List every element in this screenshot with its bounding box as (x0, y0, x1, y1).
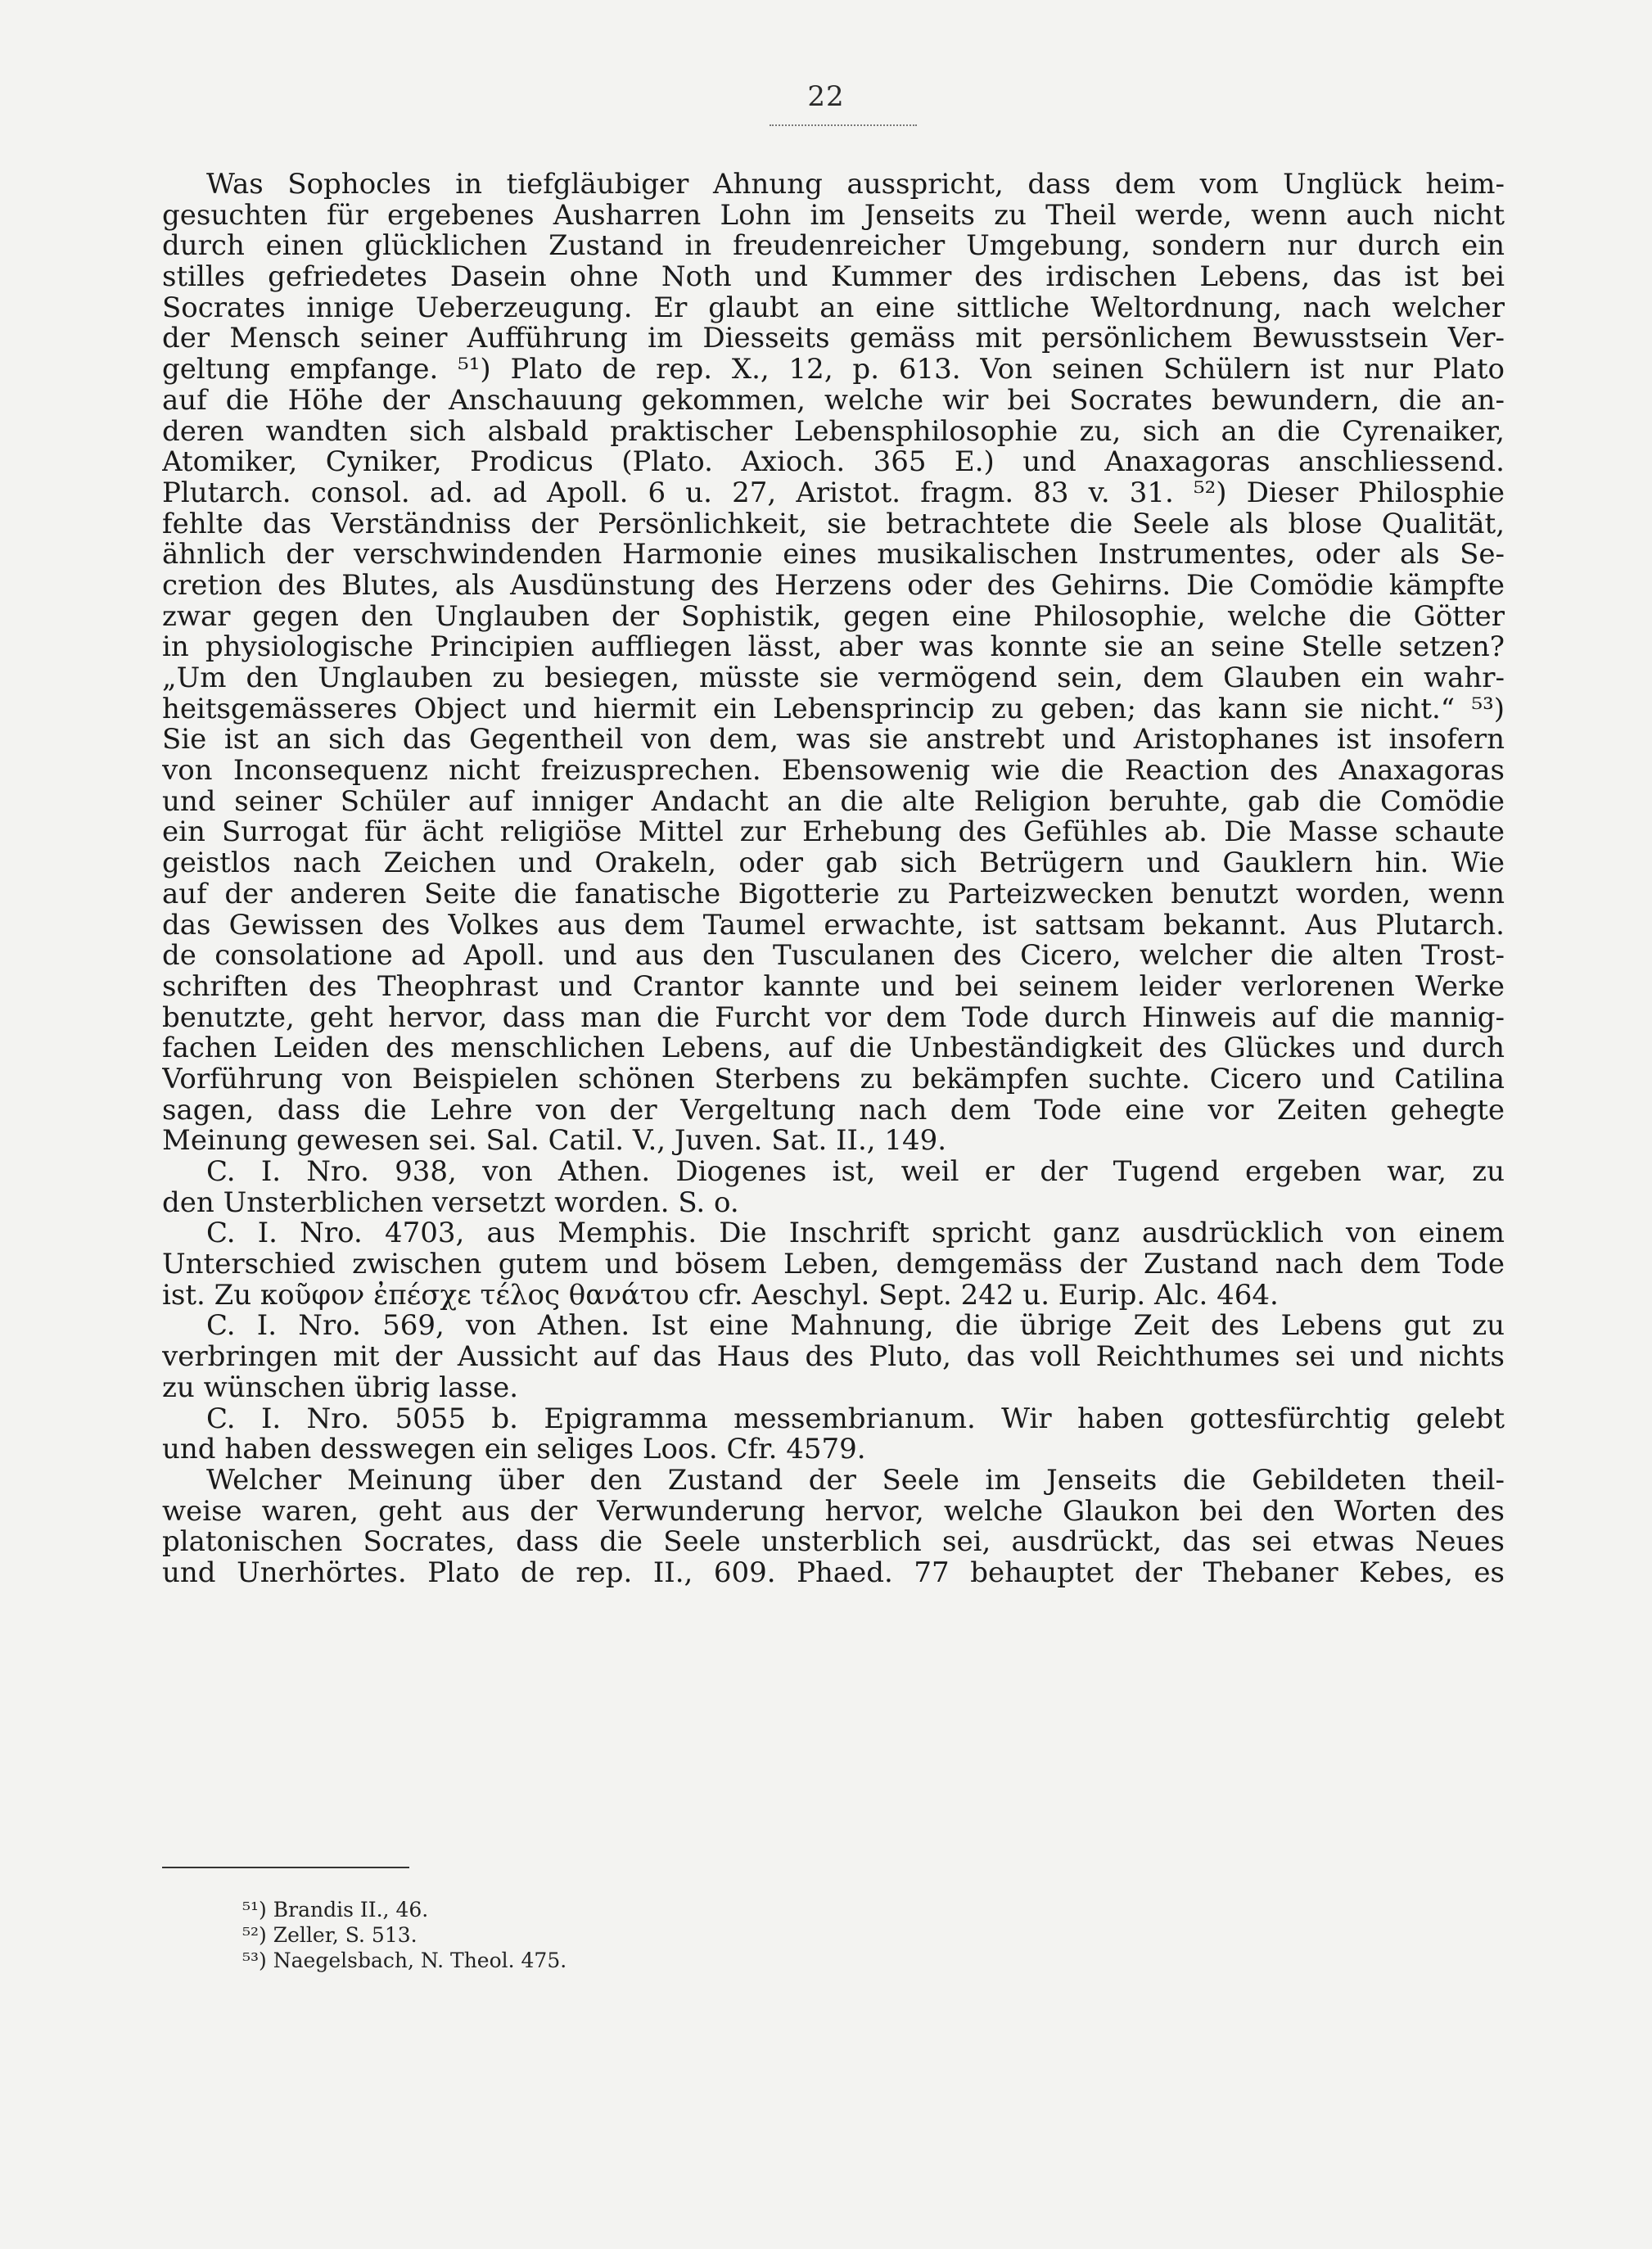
footnote-separator (162, 1867, 409, 1868)
text-line: von Inconsequenz nicht freizusprechen. Ebensowenig wie die Reaction des Anaxagoras (162, 756, 1505, 787)
text-line: de consolatione ad Apoll. und aus den Tusculanen des Cicero, welcher die alten Trost- (162, 941, 1505, 972)
text-line: cretion des Blutes, als Ausdünstung des Herzens oder des Gehirns. Die Comödie kämpfte (162, 570, 1505, 602)
text-line: geltung empfange. ⁵¹) Plato de rep. X., 12, p. 613. Von seinen Schülern ist nur Plato (162, 355, 1505, 386)
text-line: schriften des Theophrast und Crantor kannte und bei seinem leider verlorenen Werke (162, 971, 1505, 1003)
text-line: das Gewissen des Volkes aus dem Taumel erwachte, ist sattsam bekannt. Aus Plutarch. (162, 910, 1505, 942)
text-line: weise waren, geht aus der Verwunderung hervor, welche Glaukon bei den Worten des (162, 1496, 1505, 1528)
text-line: verbringen mit der Aussicht auf das Haus des Pluto, das voll Reichthumes sei und nichts (162, 1342, 1505, 1373)
text-line: gesuchten für ergebenes Ausharren Lohn im Jenseits zu Theil werde, wenn auch nicht (162, 200, 1505, 232)
text-line: zwar gegen den Unglauben der Sophistik, gegen eine Philosophie, welche die Götter (162, 601, 1505, 633)
text-line: Unterschied zwischen gutem und bösem Leben, demgemäss der Zustand nach dem Tode (162, 1249, 1505, 1280)
text-line: Meinung gewesen sei. Sal. Catil. V., Juven. Sat. II., 149. (162, 1126, 947, 1157)
text-line: der Mensch seiner Aufführung im Diesseits gemäss mit persönlichem Bewusstsein Ver- (162, 323, 1505, 355)
text-line: „Um den Unglauben zu besiegen, müsste sie vermögend sein, dem Glauben ein wahr- (162, 663, 1505, 694)
text-line: den Unsterblichen versetzt worden. S. o. (162, 1187, 739, 1219)
footnote: ⁵³) Naegelsbach, N. Theol. 475. (242, 1949, 567, 1972)
text-line: in physiologische Principien auffliegen lässt, aber was konnte sie an seine Stelle setzen? (162, 632, 1505, 663)
text-line: auf der anderen Seite die fanatische Bigotterie zu Parteizwecken benutzt worden, wenn (162, 878, 1505, 910)
footnote: ⁵²) Zeller, S. 513. (242, 1923, 418, 1947)
text-line: Plutarch. consol. ad. ad Apoll. 6 u. 27, Aristot. fragm. 83 v. 31. ⁵²) Dieser Philosphie (162, 477, 1505, 509)
text-line: Vorführung von Beispielen schönen Sterbens zu bekämpfen suchte. Cicero und Catilina (162, 1064, 1505, 1095)
page-number-ornament (770, 124, 917, 126)
footnote: ⁵¹) Brandis II., 46. (242, 1898, 429, 1922)
text-line: C. I. Nro. 5055 b. Epigramma messembrianum. Wir haben gottesfürchtig gelebt (206, 1403, 1505, 1435)
text-line: sagen, dass die Lehre von der Vergeltung nach dem Tode eine vor Zeiten gehegte (162, 1095, 1505, 1127)
text-line: C. I. Nro. 938, von Athen. Diogenes ist, weil er der Tugend ergeben war, zu (206, 1157, 1505, 1188)
text-line: Welcher Meinung über den Zustand der Seele im Jenseits die Gebildeten theil- (206, 1465, 1505, 1497)
body-text (162, 169, 1505, 1589)
text-line: platonischen Socrates, dass die Seele unsterblich sei, ausdrückt, das sei etwas Neues (162, 1527, 1505, 1558)
text-line: fehlte das Verständniss der Persönlichkeit, sie betrachtete die Seele als blose Qualität, (162, 508, 1505, 540)
text-line: ähnlich der verschwindenden Harmonie eines musikalischen Instrumentes, oder als Se- (162, 540, 1505, 571)
footnotes (242, 1897, 566, 1973)
text-line: auf die Höhe der Anschauung gekommen, welche wir bei Socrates bewundern, die an- (162, 385, 1505, 417)
page-number: 22 (807, 80, 845, 113)
text-line: und Unerhörtes. Plato de rep. II., 609. Phaed. 77 behauptet der Thebaner Kebes, es (162, 1557, 1505, 1589)
text-line: durch einen glücklichen Zustand in freudenreicher Umgebung, sondern nur durch ein (162, 231, 1505, 263)
text-line: geistlos nach Zeichen und Orakeln, oder gab sich Betrügern und Gauklern hin. Wie (162, 848, 1505, 879)
text-line: deren wandten sich alsbald praktischer Lebensphilosophie zu, sich an die Cyrenaiker, (162, 416, 1505, 448)
text-line: benutzte, geht hervor, dass man die Furcht vor dem Tode durch Hinweis auf die mannig- (162, 1002, 1505, 1034)
text-line: Was Sophocles in tiefgläubiger Ahnung ausspricht, dass dem vom Unglück heim- (206, 169, 1505, 201)
text-line: heitsgemässeres Object und hiermit ein Lebensprincip zu geben; das kann sie nicht.“ ⁵³) (162, 693, 1505, 725)
text-line: und haben desswegen ein seliges Loos. Cfr. 4579. (162, 1434, 866, 1465)
text-line: fachen Leiden des menschlichen Lebens, auf die Unbeständigkeit des Glückes und durch (162, 1033, 1505, 1064)
text-line: C. I. Nro. 569, von Athen. Ist eine Mahnung, die übrige Zeit des Lebens gut zu (206, 1311, 1505, 1343)
text-line: stilles gefriedetes Dasein ohne Noth und Kummer des irdischen Lebens, das ist bei (162, 262, 1505, 293)
text-line: zu wünschen übrig lasse. (162, 1372, 519, 1404)
text-line: C. I. Nro. 4703, aus Memphis. Die Inschrift spricht ganz ausdrücklich von einem (206, 1218, 1505, 1250)
text-line: Sie ist an sich das Gegentheil von dem, was sie anstrebt und Aristophanes ist insofern (162, 725, 1505, 756)
text-line: und seiner Schüler auf inniger Andacht an die alte Religion beruhte, gab die Comödie (162, 786, 1505, 818)
text-line: ein Surrogat für ächt religiöse Mittel zur Erhebung des Gefühles ab. Die Masse schaute (162, 817, 1505, 849)
text-line: Socrates innige Ueberzeugung. Er glaubt an eine sittliche Weltordnung, nach welcher (162, 292, 1505, 324)
text-line: Atomiker, Cyniker, Prodicus (Plato. Axioch. 365 E.) und Anaxagoras anschliessend. (162, 447, 1505, 478)
text-line: ist. Zu κοῦφον ἐπέσχε τέλος θανάτου cfr. Aeschyl. Sept. 242 u. Eurip. Alc. 464. (162, 1280, 1279, 1312)
